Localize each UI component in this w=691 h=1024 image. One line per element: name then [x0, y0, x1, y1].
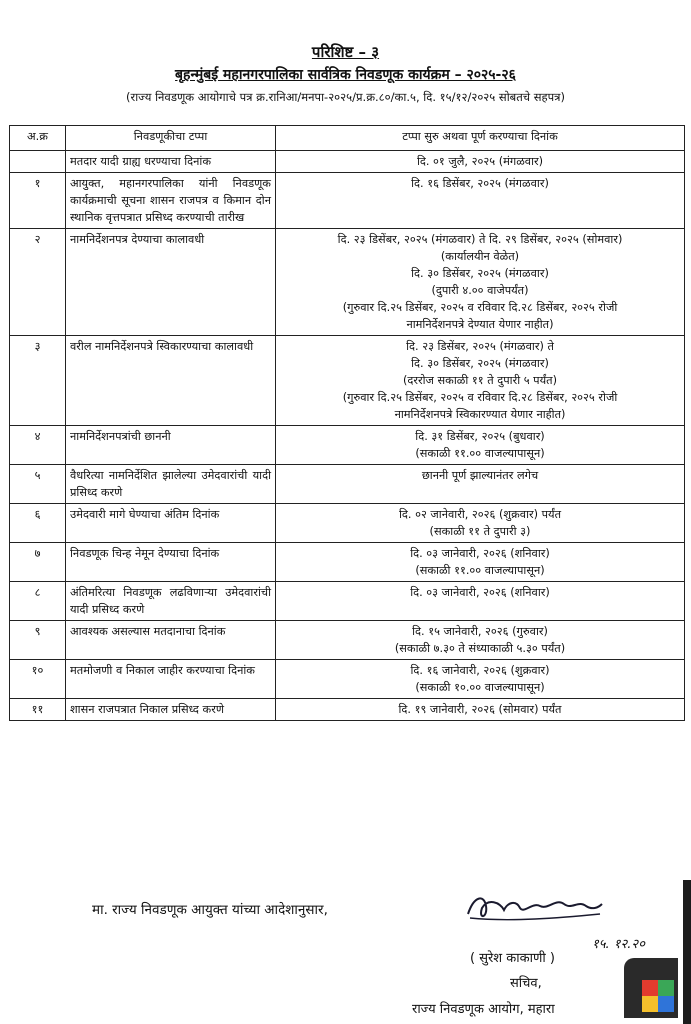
signatory-name: ( सुरेश काकाणी ) — [470, 951, 555, 966]
row-dates — [276, 504, 685, 543]
row-stage: मतमोजणी व निकाल जाहीर करण्याचा दिनांक — [66, 660, 276, 699]
row-serial: १ — [10, 173, 66, 229]
row-dates — [276, 582, 685, 621]
row-dates — [276, 465, 685, 504]
app-icon[interactable] — [624, 958, 678, 1018]
date-line: दि. १६ डिसेंबर, २०२५ (मंगळवार) — [411, 177, 549, 190]
table-row — [10, 151, 685, 173]
row-stage: अंतिमरित्या निवडणूक लढविणाऱ्या उमेदवारांची यादी प्रसिध्द करणे — [66, 582, 276, 621]
row-stage: नामनिर्देशनपत्रांची छाननी — [66, 426, 276, 465]
row-dates — [276, 229, 685, 336]
date-line: दि. ३१ डिसेंबर, २०२५ (बुधवार) — [415, 430, 545, 443]
table-header-row — [10, 126, 685, 151]
grid-app-icon — [624, 958, 678, 1018]
date-line: दि. ३० डिसेंबर, २०२५ (मंगळवार) — [411, 357, 549, 370]
table-row — [10, 504, 685, 543]
date-line: (दुपारी ४.०० वाजेपर्यंत) — [431, 284, 529, 297]
date-line: दि. ३० डिसेंबर, २०२५ (मंगळवार) — [411, 267, 549, 280]
row-serial: ७ — [10, 543, 66, 582]
order-text: मा. राज्य निवडणूक आयुक्त यांच्या आदेशानुसार, — [92, 902, 328, 918]
date-line: दि. २३ डिसेंबर, २०२५ (मंगळवार) ते — [406, 340, 554, 353]
row-stage: आयुक्त, महानगरपालिका यांनी निवडणूक कार्यक्रमाची सूचना शासन राजपत्र व किमान दोन स्थानिक वृत्तपत्रात प्रसिध्द करण्याची तारीख — [66, 173, 276, 229]
date-line: दि. ०२ जानेवारी, २०२६ (शुक्रवार) पर्यंत — [398, 508, 562, 521]
date-line: (सकाळी ११ ते दुपारी ३) — [429, 525, 531, 538]
date-line: (सकाळी ११.०० वाजल्यापासून) — [415, 447, 545, 460]
row-dates — [276, 151, 685, 173]
date-line: दि. १५ जानेवारी, २०२६ (गुरुवार) — [412, 625, 548, 638]
date-line: (गुरुवार दि.२५ डिसेंबर, २०२५ व रविवार दि.२८ डिसेंबर, २०२५ रोजी — [342, 391, 618, 404]
reference-line: (राज्य निवडणूक आयोगाचे पत्र क्र.रानिआ/मनपा-२०२५/प्र.क्र.८०/का.५, दि. १५/१२/२०२५ सोबतचे सहपत्र) — [126, 90, 565, 104]
date-line: दि. ०३ जानेवारी, २०२६ (शनिवार) — [410, 547, 550, 560]
row-serial: ६ — [10, 504, 66, 543]
table-row — [10, 336, 685, 426]
row-serial: ५ — [10, 465, 66, 504]
row-stage: वैधरित्या नामनिर्देशित झालेल्या उमेदवारांची यादी प्रसिध्द करणे — [66, 465, 276, 504]
table-row — [10, 543, 685, 582]
row-serial: ८ — [10, 582, 66, 621]
row-dates — [276, 543, 685, 582]
row-serial: ९ — [10, 621, 66, 660]
row-serial: १० — [10, 660, 66, 699]
table-body — [10, 151, 685, 721]
row-stage: नामनिर्देशनपत्र देण्याचा कालावधी — [66, 229, 276, 336]
signatory-designation: सचिव, — [510, 976, 542, 991]
date-line: (सकाळी ७.३० ते संध्याकाळी ५.३० पर्यंत) — [394, 642, 566, 655]
row-stage: निवडणूक चिन्ह नेमून देण्याचा दिनांक — [66, 543, 276, 582]
row-stage: वरील नामनिर्देशनपत्रे स्विकारण्याचा कालावधी — [66, 336, 276, 426]
date-line: (कार्यालयीन वेळेत) — [440, 250, 520, 263]
row-serial: ११ — [10, 699, 66, 721]
screen-edge-bar — [683, 880, 691, 1024]
row-stage: मतदार यादी ग्राह्य धरण्याचा दिनांक — [66, 151, 276, 173]
date-line: छाननी पूर्ण झाल्यानंतर लगेच — [421, 469, 539, 482]
date-line: (सकाळी १०.०० वाजल्यापासून) — [415, 681, 545, 694]
row-stage: आवश्यक असल्यास मतदानाचा दिनांक — [66, 621, 276, 660]
table-row — [10, 621, 685, 660]
election-schedule-table — [9, 125, 685, 721]
table-row — [10, 660, 685, 699]
row-dates — [276, 336, 685, 426]
date-line: दि. ०३ जानेवारी, २०२६ (शनिवार) — [410, 586, 550, 599]
table-row — [10, 699, 685, 721]
row-dates — [276, 426, 685, 465]
date-line: दि. ०१ जुलै, २०२५ (मंगळवार) — [416, 155, 544, 168]
date-line: (सकाळी ११.०० वाजल्यापासून) — [415, 564, 545, 577]
date-line: (गुरुवार दि.२५ डिसेंबर, २०२५ व रविवार दि.२८ डिसेंबर, २०२५ रोजी — [342, 301, 618, 314]
date-line: (दररोज सकाळी ११ ते दुपारी ५ पर्यंत) — [402, 374, 558, 387]
table-row — [10, 229, 685, 336]
date-line: दि. २३ डिसेंबर, २०२५ (मंगळवार) ते दि. २९ डिसेंबर, २०२५ (सोमवार) — [337, 233, 623, 246]
header-date: टप्पा सुरु अथवा पूर्ण करण्याचा दिनांक — [276, 126, 685, 151]
date-line: नामनिर्देशनपत्रे देण्यात येणार नाहीत) — [406, 318, 554, 331]
table-row — [10, 426, 685, 465]
row-dates — [276, 173, 685, 229]
row-stage: उमेदवारी मागे घेण्याचा अंतिम दिनांक — [66, 504, 276, 543]
header-stage: निवडणूकीचा टप्पा — [66, 126, 276, 151]
row-stage: शासन राजपत्रात निकाल प्रसिध्द करणे — [66, 699, 276, 721]
signature-date: १५. १२.२० — [592, 937, 645, 952]
row-dates — [276, 699, 685, 721]
row-serial: २ — [10, 229, 66, 336]
row-serial — [10, 151, 66, 173]
date-line: नामनिर्देशनपत्रे स्विकारण्यात येणार नाहीत) — [394, 408, 566, 421]
schedule-title: बृहन्मुंबई महानगरपालिका सार्वत्रिक निवडणूक कार्यक्रम – २०२५-२६ — [175, 67, 516, 83]
row-serial: ४ — [10, 426, 66, 465]
date-line: दि. १९ जानेवारी, २०२६ (सोमवार) पर्यंत — [398, 703, 562, 716]
row-dates — [276, 621, 685, 660]
signatory-office: राज्य निवडणूक आयोग, महारा — [412, 1002, 555, 1017]
row-serial: ३ — [10, 336, 66, 426]
signature-image — [460, 888, 610, 928]
table-row — [10, 173, 685, 229]
date-line: दि. १६ जानेवारी, २०२६ (शुक्रवार) — [410, 664, 550, 677]
header-serial: अ.क्र — [10, 126, 66, 151]
appendix-title: परिशिष्ट – ३ — [311, 43, 380, 61]
table-row — [10, 465, 685, 504]
table-row — [10, 582, 685, 621]
row-dates — [276, 660, 685, 699]
